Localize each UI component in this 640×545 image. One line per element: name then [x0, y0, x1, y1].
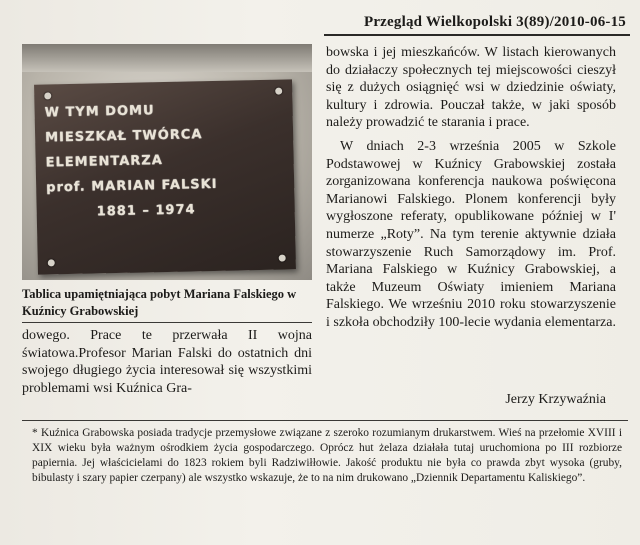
- plaque-inscription: [44, 96, 285, 226]
- screw-icon: [44, 92, 51, 99]
- plaque-line: MIESZKAŁ TWÓRCA: [44, 127, 203, 146]
- running-header: Przegląd Wielkopolski 3(89)/2010-06-15: [363, 14, 626, 30]
- screw-icon: [48, 259, 55, 266]
- plaque-line: ELEMENTARZA: [45, 153, 163, 171]
- screw-icon: [275, 88, 282, 95]
- footnote: * Kuźnica Grabowska posiada tradycje przemysłowe związane z szeroko rozumianym drukarstwem. Wieś na przełomie XVIII i XIX wieku była ważnym ośrodkiem życia gospodarczego. Oprócz hut żelaza działała tutaj uruchomiona po III rozbiorze papiernia. Jej właścicielami do 1823 rokiem byli Radziwiłłowie. Jakość produktu nie była co prawda zbyt wysoka (gruby, bibulasty i szary papier czerpany) ale wszystko wskazuje, że to na nim drukowano „Dziennik Departamentu Kaliskiego”.: [32, 427, 622, 484]
- footnote-rule: [22, 420, 628, 421]
- right-paragraph-1: bowska i jej mieszkańców. W listach kierowanych do działaczy społecznych tej miejscowości cieszył się z dużych osiągnięć wsi w dziedzinie oświaty, kultury i zdrowia. Pouczał także, w jaki sposób należy prowadzić te starania i prace.: [326, 45, 616, 131]
- wall-shadow: [22, 44, 312, 72]
- author-signature: Jerzy Krzywaźnia: [505, 392, 606, 407]
- left-paragraph: dowego. Prace te przerwała II wojna światowa.Profesor Marian Falski do ostatnich dni swojego długiego życia interesował się wszystkimi problemami wsi Kuźnica Gra-: [22, 328, 312, 396]
- right-paragraph-2: W dniach 2-3 września 2005 w Szkole Podstawowej w Kuźnicy Grabowskiej została zorganizowana konferencja naukowa poświęcona Marianowi Falskiego. Plonem konferencji były wygłoszone referaty, opublikowane później w I' numerze „Roty”. Na tym terenie aktywnie działa stowarzyszenie Ruch Samorządowy im. Prof. Mariana Falskiego w Kuźnicy Grabowskiej, a także Muzeum Oświaty imieniem Mariana Falskiego. We wrześniu 2010 roku stowarzyszenie i szkoła obchodziły 100-lecie wydania elementarza.: [326, 138, 616, 330]
- caption-rule: [22, 322, 312, 323]
- left-column: [22, 327, 312, 397]
- header-rule: [324, 34, 630, 36]
- plaque-line: prof. MARIAN FALSKI: [46, 176, 218, 196]
- plaque-photo: [22, 44, 312, 280]
- plaque-line: 1881 – 1974: [96, 202, 196, 220]
- memorial-plaque: [34, 79, 296, 274]
- right-column: [326, 44, 616, 332]
- plaque-line: W TYM DOMU: [44, 103, 155, 121]
- screw-icon: [279, 254, 286, 261]
- photo-caption: Tablica upamiętniająca pobyt Mariana Falskiego w Kuźnicy Grabowskiej: [22, 287, 297, 318]
